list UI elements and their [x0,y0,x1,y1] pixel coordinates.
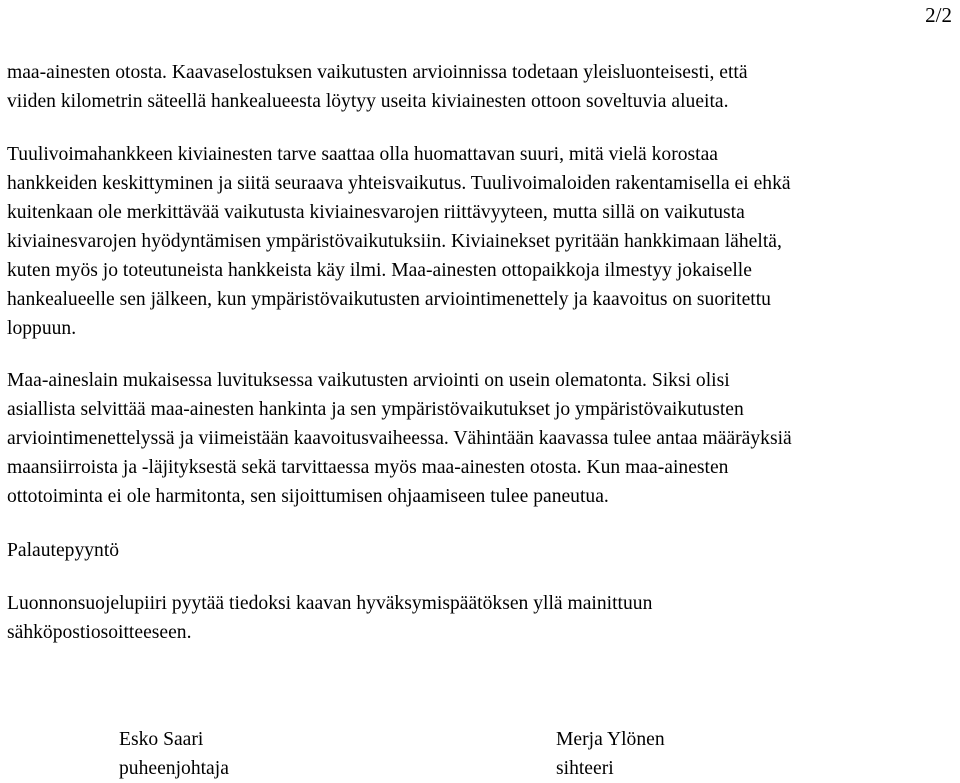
signature-title: puheenjohtaja [119,758,229,779]
paragraph-line: ottotoiminta ei ole harmitonta, sen sijoittumisen ohjaamiseen tulee paneutua. [7,486,609,507]
feedback-request [7,589,652,647]
paragraph-line: Maa-aineslain mukaisessa luvituksessa vaikutusten arviointi on usein olematonta. Siksi olisi [7,370,730,391]
paragraph-line: viiden kilometrin säteellä hankealueesta löytyy useita kiviainesten ottoon soveltuvia alueita. [7,91,729,112]
document-body [7,58,952,511]
feedback-line: Luonnonsuojelupiiri pyytää tiedoksi kaavan hyväksymispäätöksen yllä mainittuun [7,593,653,614]
paragraph-aggregate-need [7,140,952,343]
signature-title: sihteeri [556,758,614,779]
feedback-heading: Palautepyyntö [7,540,120,561]
paragraph-line: Tuulivoimahankkeen kiviainesten tarve saattaa olla huomattavan suuri, mitä vielä korostaa [7,144,718,165]
paragraph-line: hankealueelle sen jälkeen, kun ympäristövaikutusten arviointimenettely ja kaavoitus on suoritettu [7,289,771,310]
paragraph-line: kuitenkaan ole merkittävää vaikutusta kiviainesvarojen riittävyyteen, mutta sillä on vaikutusta [7,202,745,223]
paragraph-aggregate-intro [7,58,952,116]
paragraph-line: kuten myös jo toteutuneista hankkeista käy ilmi. Maa-ainesten ottopaikkoja ilmestyy jokaiselle [7,260,752,281]
paragraph-line: maansiirroista ja -läjityksestä sekä tarvittaessa myös maa-ainesten otosta. Kun maa-ainesten [7,457,729,478]
paragraph-permitting [7,366,952,511]
paragraph-line: kiviainesvarojen hyödyntämisen ympäristövaikutuksiin. Kiviainekset pyritään hankkimaan läheltä, [7,231,782,252]
paragraph-line: arviointimenettelyssä ja viimeistään kaavoitusvaiheessa. Vähintään kaavassa tulee antaa määräyksiä [7,428,792,449]
signature-secretary [556,725,665,783]
signature-chair [119,725,229,783]
page-number: 2/2 [925,3,952,27]
paragraph-line: loppuun. [7,318,77,339]
paragraph-line: asiallista selvittää maa-ainesten hankinta ja sen ympäristövaikutukset jo ympäristövaikutusten [7,399,744,420]
signature-name: Esko Saari [119,729,204,750]
paragraph-line: hankkeiden keskittyminen ja siitä seuraava yhteisvaikutus. Tuulivoimaloiden rakentamisella ei ehkä [7,173,791,194]
feedback-line: sähköpostiosoitteeseen. [7,622,192,643]
paragraph-line: maa-ainesten otosta. Kaavaselostuksen vaikutusten arvioinnissa todetaan yleisluonteisesti, että [7,62,748,83]
signature-name: Merja Ylönen [556,729,665,750]
